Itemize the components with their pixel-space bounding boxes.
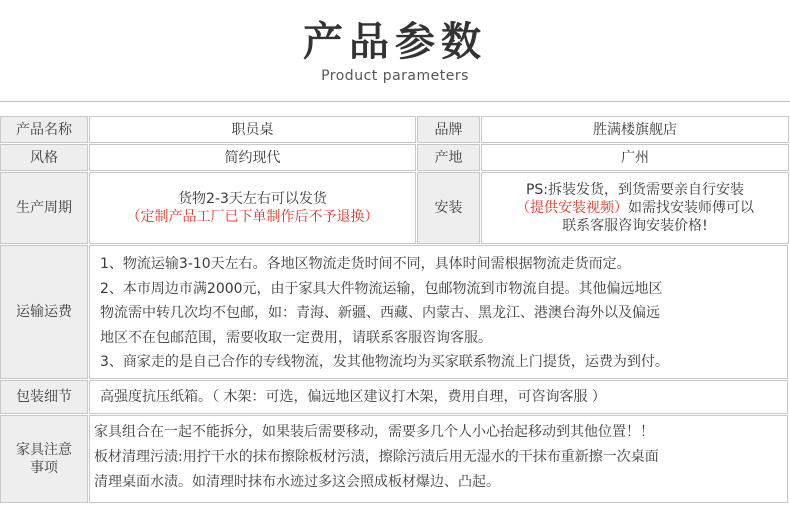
table-row-name	[0, 116, 790, 143]
origin-label: 产地	[417, 144, 480, 171]
notes-line: 板材清理污渍:用拧干水的抹布擦除板材污渍，擦除污渍后用无湿水的干抹布重新擦一次桌面	[94, 449, 659, 465]
notes-value	[89, 415, 788, 503]
notes-line: 家具组合在一起不能拆分，如果装后需要移动，需要多几个人小心抬起移动到其他位置！！	[94, 424, 654, 440]
shipping-label: 运输运费	[0, 245, 88, 379]
shipping-value	[89, 245, 788, 379]
shipping-line: 2、本市周边市满2000元，由于家具大件物流运输，包邮物流到市物流自提。其他偏远地区	[100, 280, 663, 297]
notes-label-line: 家具注意	[16, 442, 72, 458]
cycle-label: 生产周期	[0, 172, 88, 244]
name-label: 产品名称	[0, 116, 88, 143]
packing-label: 包装细节	[0, 380, 88, 414]
table-row-cycle	[0, 172, 790, 244]
page-subtitle: Product parameters	[321, 68, 469, 84]
parameters-table	[0, 116, 790, 504]
install-line: PS:拆装发货，到货需要亲自行安装	[525, 182, 745, 198]
brand-label: 品牌	[417, 116, 480, 143]
header-divider	[0, 101, 790, 102]
install-line: 联系客服咨询安装价格!	[562, 218, 708, 234]
cycle-warning: （定制产品工厂已下单制作后不予退换）	[126, 209, 379, 225]
cycle-value	[89, 172, 416, 244]
table-row-packing	[0, 380, 790, 414]
origin-value: 广州	[481, 144, 789, 171]
notes-line: 清理桌面水渍。如清理时抹布水迹过多这会照成板材爆边、凸起。	[94, 474, 500, 490]
shipping-line: 地区不在包邮范围，需要收取一定费用，请联系客服咨询客服。	[100, 329, 492, 346]
install-label: 安装	[417, 172, 480, 244]
page-title: 产品参数	[303, 19, 487, 65]
cycle-line: 货物2-3天左右可以发货	[178, 191, 327, 207]
shipping-line: 1、物流运输3-10天左右。各地区物流走货时间不同，具体时间需根据物流走货而定。	[100, 256, 631, 272]
install-video-note: （提供安装视频）	[516, 200, 628, 216]
style-label: 风格	[0, 144, 88, 171]
name-value: 职员桌	[89, 116, 416, 143]
brand-value: 胜满楼旗舰店	[481, 116, 789, 143]
packing-value: 高强度抗压纸箱。（ 木架：可选，偏远地区建议打木架，费用自理，可咨询客服 ）	[89, 380, 788, 414]
table-row-shipping	[0, 245, 790, 379]
style-value: 简约现代	[89, 144, 416, 171]
header	[0, 0, 790, 102]
install-value	[481, 172, 789, 244]
install-line	[516, 199, 754, 217]
notes-label-line: 事项	[30, 460, 58, 476]
shipping-line: 3、商家走的是自己合作的专线物流，发其他物流均为买家联系物流上门提货，运费为到付。	[100, 354, 669, 370]
install-line-rest: 如需找安装师傅可以	[628, 200, 754, 216]
shipping-line: 物流需中转几次均不包邮，如：青海、新疆、西藏、内蒙古、黑龙江、港澳台海外以及偏远	[100, 305, 660, 321]
table-row-style	[0, 144, 790, 171]
notes-label	[0, 415, 88, 503]
table-row-notes	[0, 415, 790, 503]
